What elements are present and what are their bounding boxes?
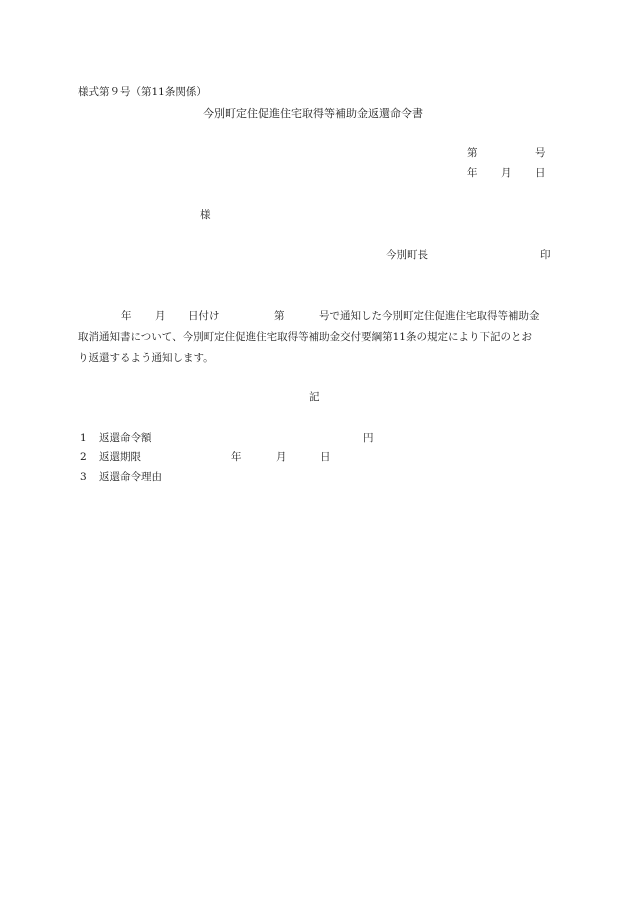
item-3-label: 返還命令理由 [99, 471, 162, 483]
body-line3: り返還するよう通知します。 [78, 352, 214, 364]
addressee-honorific: 様 [200, 209, 211, 221]
body-no-prefix: 第 [274, 310, 285, 322]
document-title: 今別町定住促進住宅取得等補助金返還命令書 [203, 107, 423, 120]
sender-name: 今別町長 [386, 249, 428, 261]
doc-number-suffix: 号 [535, 147, 546, 159]
body-line1-rest: 号で通知した今別町定住促進住宅取得等補助金 [319, 310, 540, 322]
body-month: 月 [155, 310, 166, 322]
date-day: 日 [535, 167, 546, 179]
body-dated: 日付け [188, 310, 220, 322]
sender-seal: 印 [540, 249, 551, 261]
item-2-label: 返還期限 [99, 451, 141, 463]
item-2-year: 年 [231, 451, 242, 463]
item-3-number: 3 [80, 471, 87, 483]
form-number: 様式第９号（第11条関係） [78, 86, 207, 98]
item-1-unit: 円 [363, 432, 374, 444]
body-line2: 取消通知書について、今別町定住促進住宅取得等補助金交付要綱第11条の規定により下記のとお [78, 331, 532, 343]
item-2-number: 2 [80, 451, 87, 463]
doc-number-prefix: 第 [467, 147, 478, 159]
item-2-day: 日 [320, 451, 331, 463]
item-1-label: 返還命令額 [99, 432, 152, 444]
item-1-number: 1 [80, 432, 87, 444]
date-year: 年 [467, 167, 478, 179]
ki-heading: 記 [309, 391, 320, 403]
body-year: 年 [121, 310, 132, 322]
date-month: 月 [501, 167, 512, 179]
item-2-month: 月 [276, 451, 287, 463]
